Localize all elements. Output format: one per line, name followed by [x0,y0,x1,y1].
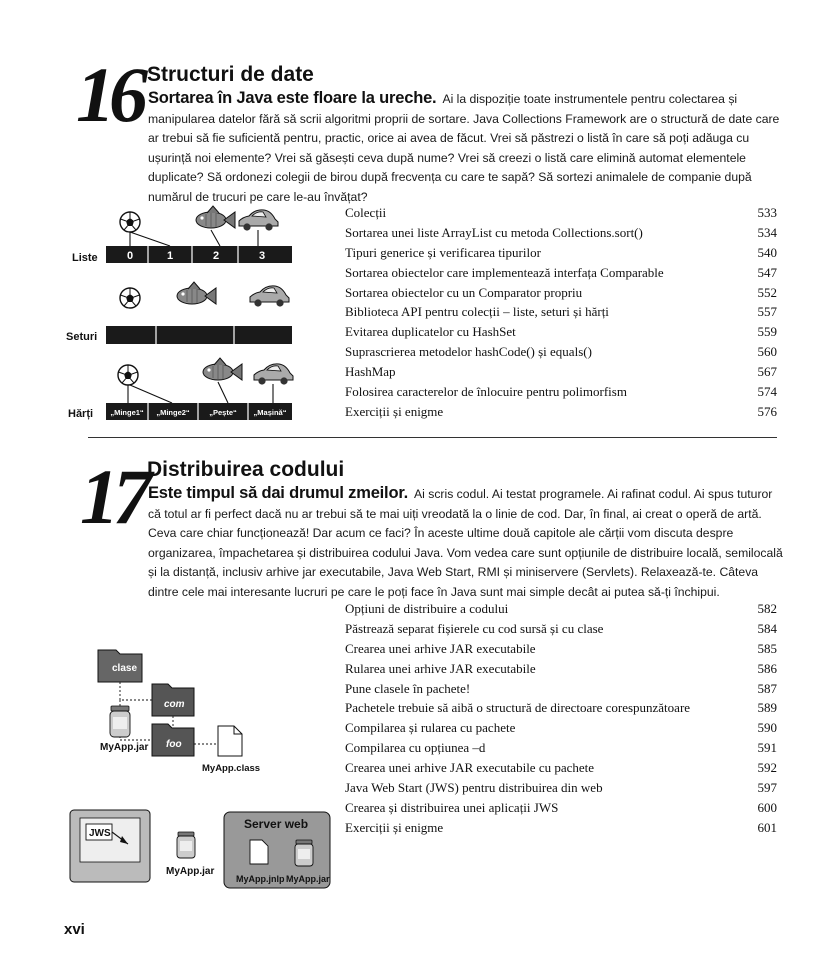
toc-entry[interactable] [345,818,777,838]
jws-label: JWS [89,828,111,839]
toc-entry-page: 597 [757,780,777,796]
map-key: „Minge2“ [156,408,190,417]
toc-entry-page: 591 [757,740,777,756]
toc-entry[interactable] [345,758,777,778]
toc-entry[interactable] [345,679,777,699]
chapter-intro [148,89,788,208]
toc-entry-title: Sortarea obiectelor care implementează interfața Comparable [345,264,664,280]
toc-entry-title: Păstrează separat fișierele cu cod sursă și cu clase [345,620,604,636]
toc-entry-page: 567 [757,364,777,380]
folder-foo-label: foo [166,739,182,750]
toc-entry-title: Crearea unei arhive JAR executabile cu pachete [345,760,595,776]
toc-entry[interactable] [345,718,777,738]
chapter-intro [148,484,788,603]
toc-entry-page: 601 [757,819,777,835]
toc-entry-page: 560 [757,344,777,360]
toc-entry-page: 547 [757,264,777,280]
toc-entry[interactable] [345,382,777,402]
toc-entry-page: 586 [757,660,777,676]
chapter-number: 16 [76,51,142,138]
map-key: „Mașină“ [253,408,287,417]
toc-entry[interactable] [345,302,777,322]
toc-entry[interactable] [345,599,777,619]
toc-entry[interactable] [345,322,777,342]
toc-entry-page: 592 [757,760,777,776]
toc-entry[interactable] [345,778,777,798]
chapter-lead: Este timpul să dai drumul zmeilor. [148,484,409,502]
toc-entry[interactable] [345,362,777,382]
toc-entry-page: 533 [757,205,777,220]
toc-entry[interactable] [345,263,777,283]
toc-entry-title: Compilarea și rularea cu pachete [345,720,516,736]
toc-entry[interactable] [345,342,777,362]
toc-entry-page: 552 [757,284,777,300]
toc-entry-title: Exerciții și enigme [345,403,444,419]
toc-entry-title: Exerciții și enigme [345,819,444,835]
toc-chapter-17 [345,599,777,838]
chapter-intro-text: Ai scris codul. Ai testat programele. Ai rafinat codul. Ai spus tuturor că totul ar fi perfect dacă nu ar trebui să te mai uiți vreodată la o linie de cod. Dar, în final, ai creat o operă de artă. Ceva care chiar funcționează! Dar acum ce faci? În aceste ultime două capitole ale cărții vom discuta despre organizarea, împachetarea și distribuirea codului Java. Vom vedea care sunt opțiunile de distribuire locală, semilocală și la distanță, inclusiv arhive jar executabile, Java Web Start, RMI și miniservere (Servlets). Relaxează-te. Câteva dintre cele mai interesante lucruri pe care le poți face în Java sunt mai simple decât ai putea să-ți închipui. [148,487,783,599]
toc-entry-title: Opțiuni de distribuire a codului [345,601,509,616]
folder-com-label: com [164,699,185,710]
harti-label: Hărți [68,408,94,420]
chapter-intro-text: Ai la dispoziție toate instrumentele pentru colectarea și manipularea datelor fără să scrii algoritmi proprii de sortare. Java Collections Framework are o structură de date care ar trebui să fie suficientă pentru, practic, orice ai avea de făcut. Vrei să păstrezi o listă în care să poți adăuga cu ușurință noi elemente? Vrei să găsești ceva după nume? Vrei să creezi o listă care elimină automat elementele duplicate? Să ordonezi colegii de birou după frecvența cu care te sapă? Să sortezi animalele de companie după numărul de trucuri pe care le-au învățat? [148,92,780,204]
toc-entry-title: Sortarea unei liste ArrayList cu metoda Collections.sort() [345,224,643,240]
toc-entry-title: Pachetele trebuie să aibă o structură de directoare corespunzătoare [345,700,691,716]
chapter-title: Structuri de date [147,63,314,86]
toc-entry-title: Suprascrierea metodelor hashCode() și equals() [345,344,592,360]
toc-entry[interactable] [345,243,777,263]
jws-deployment-illustration [66,806,336,890]
toc-entry-title: Rularea unei arhive JAR executabile [345,660,536,676]
map-key: „Minge1“ [110,408,144,417]
toc-entry-page: 576 [757,403,777,419]
folder-clase-label: clase [112,663,138,674]
package-structure-illustration [90,640,290,780]
list-index: 2 [212,250,220,262]
list-index: 3 [258,250,266,262]
toc-entry-title: Java Web Start (JWS) pentru distribuirea din web [345,780,603,796]
toc-entry-page: 559 [757,324,777,340]
list-index: 0 [126,250,134,262]
toc-entry-title: Compilarea cu opțiunea –d [345,740,486,756]
toc-entry[interactable] [345,698,777,718]
toc-entry-title: Pune clasele în pachete! [345,680,471,696]
toc-entry-title: HashMap [345,364,396,380]
toc-entry[interactable] [345,798,777,818]
jar-label: MyApp.jar [100,742,149,753]
toc-entry-page: 574 [757,384,777,400]
toc-entry-title: Colecții [345,205,387,220]
toc-entry-page: 587 [757,680,777,696]
seturi-label: Seturi [66,331,98,343]
toc-entry[interactable] [345,639,777,659]
toc-entry-page: 600 [757,799,777,815]
liste-label: Liste [72,252,98,264]
toc-entry-page: 534 [757,224,777,240]
toc-entry-title: Evitarea duplicatelor cu HashSet [345,324,516,340]
map-key: „Pește“ [209,408,237,417]
toc-entry-page: 540 [757,244,777,260]
toc-entry-title: Crearea și distribuirea unei aplicații JWS [345,799,559,815]
toc-entry-title: Biblioteca API pentru colecții – liste, seturi și hărți [345,304,609,320]
toc-entry[interactable] [345,659,777,679]
toc-entry-page: 584 [757,620,777,636]
server-title: Server web [244,817,309,831]
toc-entry-title: Tipuri generice și verificarea tipurilor [345,244,541,260]
toc-entry-title: Folosirea caracterelor de înlocuire pentru polimorfism [345,384,627,400]
section-divider [88,437,777,438]
toc-entry[interactable] [345,223,777,243]
toc-entry[interactable] [345,283,777,303]
collections-illustration [64,200,304,430]
toc-entry[interactable] [345,402,777,422]
toc-entry-page: 589 [757,700,777,716]
list-index: 1 [166,250,174,262]
toc-entry-page: 590 [757,720,777,736]
chapter-title: Distribuirea codului [147,458,345,481]
page-number: xvi [64,921,85,938]
toc-entry[interactable] [345,203,777,223]
toc-entry[interactable] [345,738,777,758]
toc-entry-page: 557 [757,304,777,320]
server-jar-label: MyApp.jar [286,874,330,884]
toc-entry-title: Sortarea obiectelor cu un Comparator propriu [345,284,583,300]
chapter-number: 17 [80,453,146,540]
toc-entry-page: 582 [757,601,777,616]
transfer-jar-label: MyApp.jar [166,866,215,877]
chapter-lead: Sortarea în Java este floare la ureche. [148,89,437,107]
jnlp-label: MyApp.jnlp [236,874,285,884]
toc-chapter-16 [345,203,777,422]
class-label: MyApp.class [202,763,261,774]
toc-entry[interactable] [345,619,777,639]
toc-entry-page: 585 [757,640,777,656]
toc-entry-title: Crearea unei arhive JAR executabile [345,640,536,656]
